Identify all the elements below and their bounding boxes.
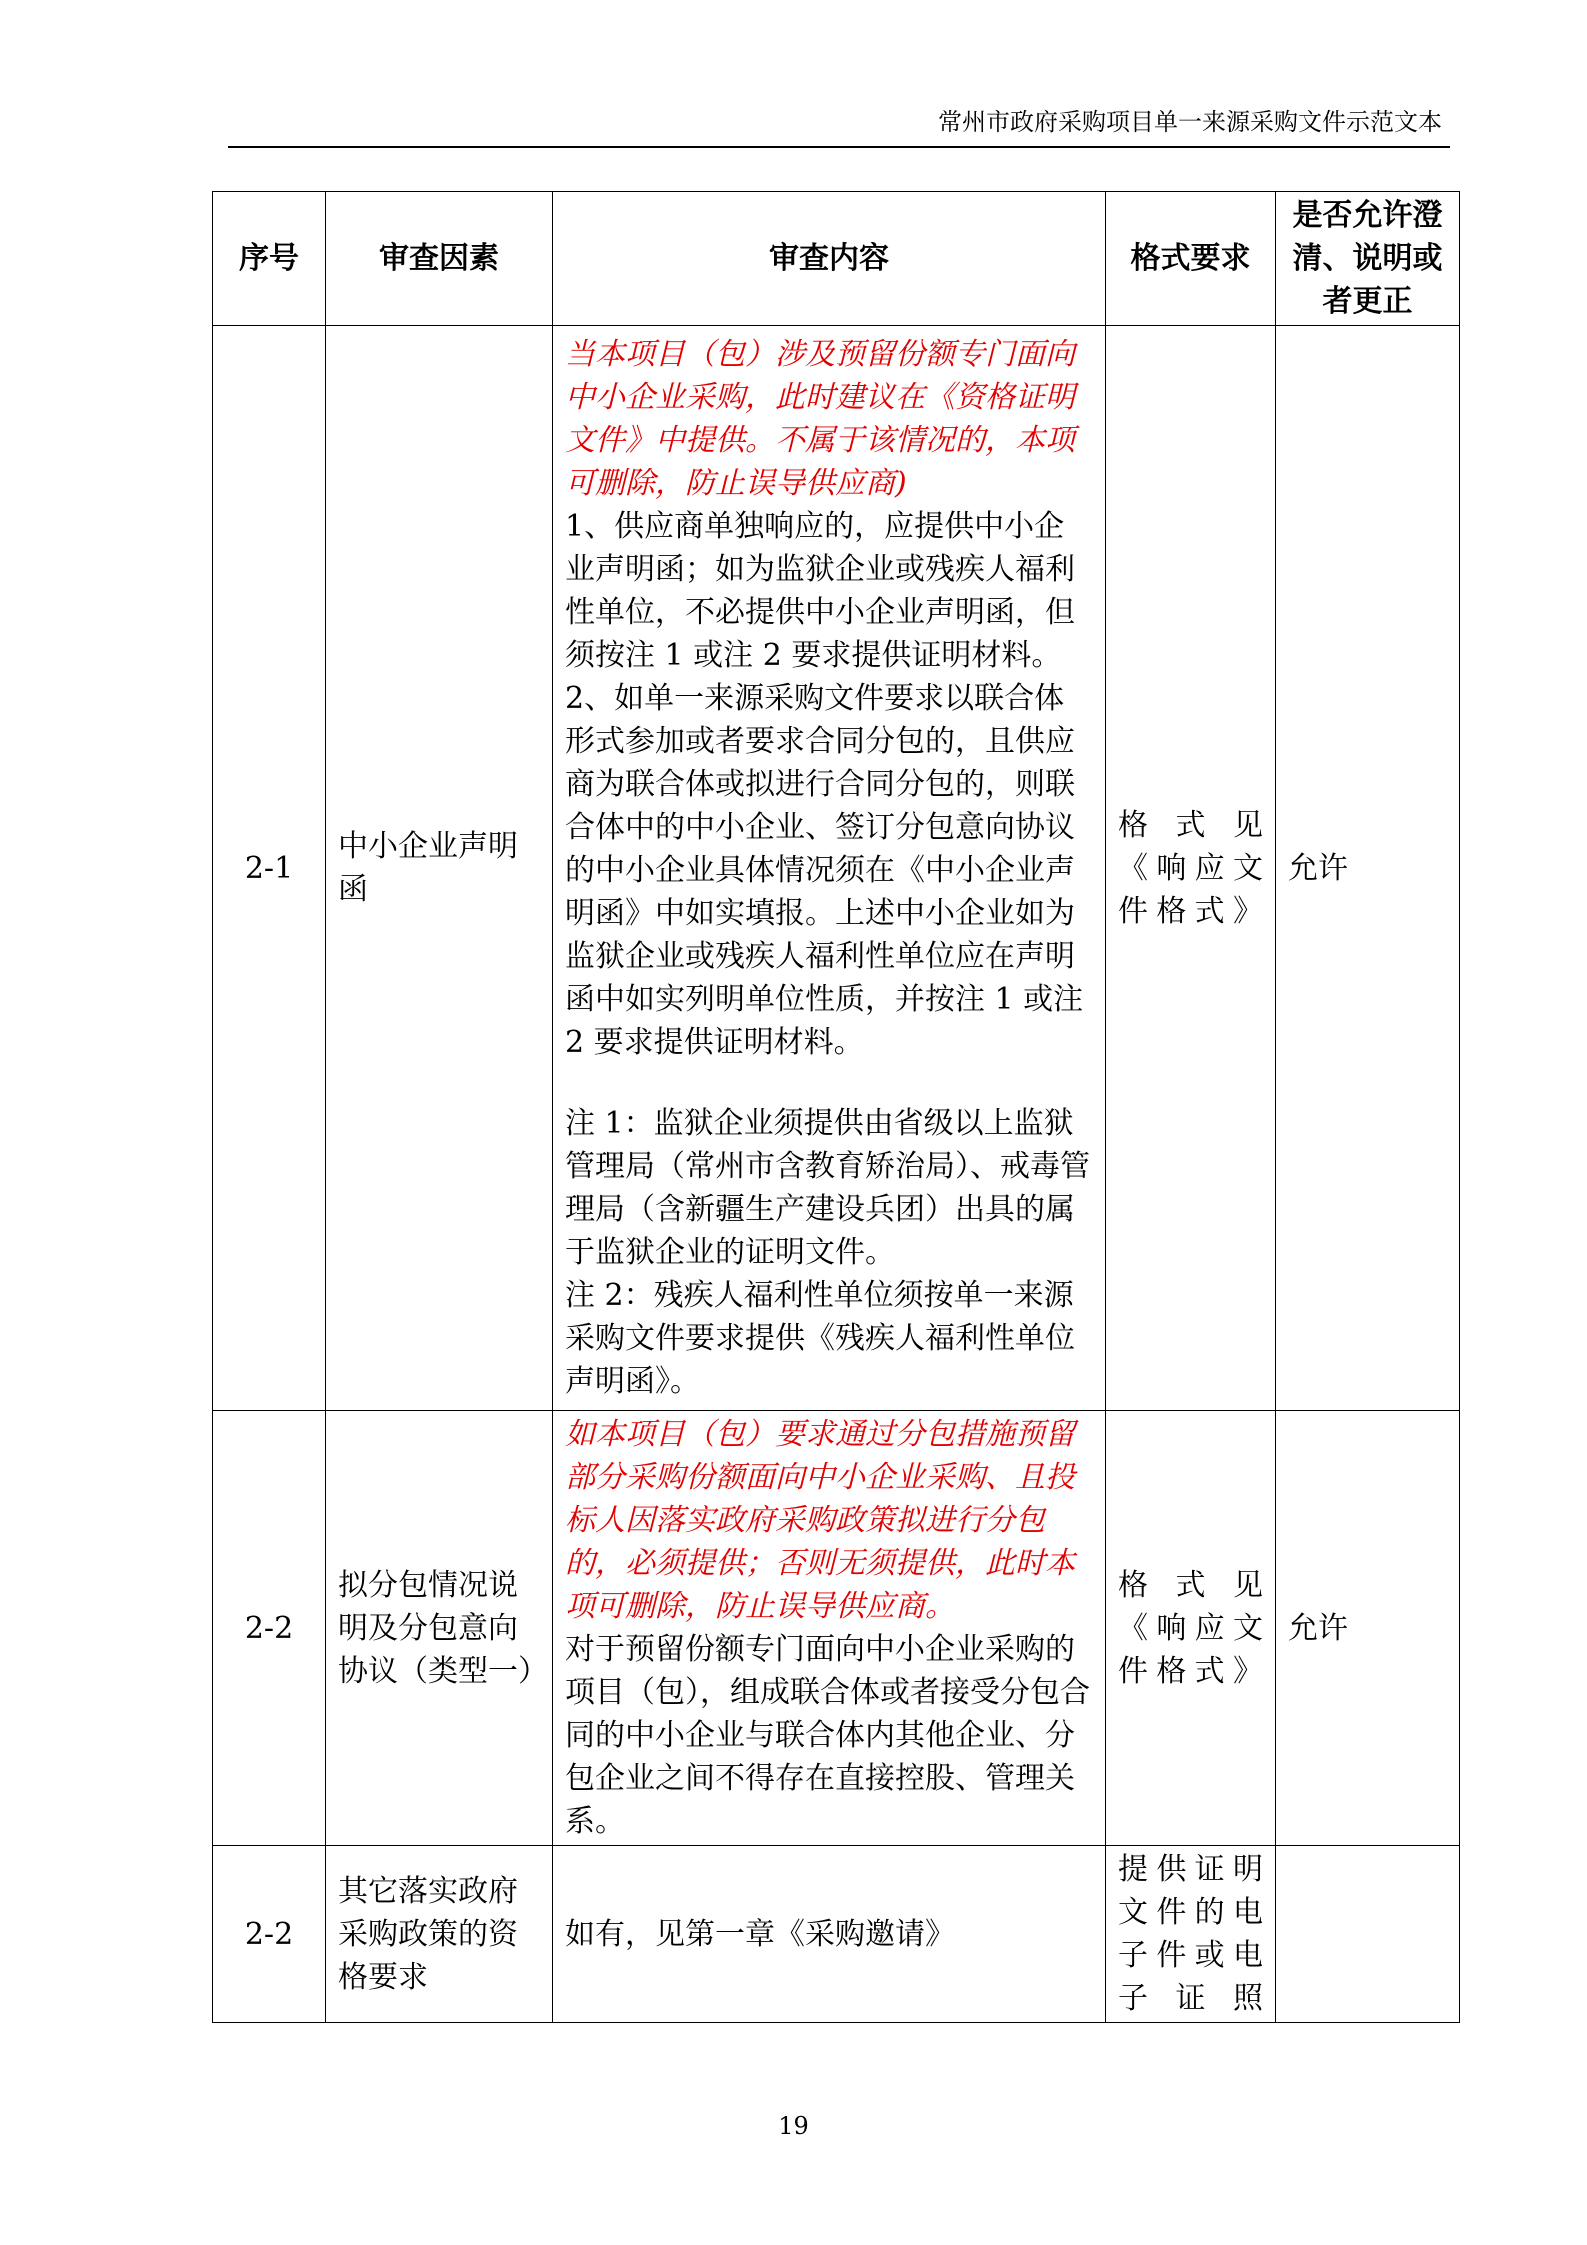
- content-note-2: 注 2：残疾人福利性单位须按单一来源采购文件要求提供《残疾人福利性单位声明函》。: [565, 1278, 1075, 1399]
- row-format: 提供证明文件的电子件或电子证照: [1106, 1846, 1276, 2023]
- row-factor: 中小企业声明函: [326, 326, 553, 1411]
- page-number: 19: [778, 2112, 809, 2140]
- content-paragraph: 2、如单一来源采购文件要求以联合体形式参加或者要求合同分包的，且供应商为联合体或拟进行合同分包的，则联合体中的中小企业、签订分包意向协议的中小企业具体情况须在《中小企业声明函》中如实填报。上述中小企业如为监狱企业或残疾人福利性单位应在声明函中如实列明单位性质，并按注 1 或注 2 要求提供证明材料。: [565, 681, 1084, 1060]
- table-row: [213, 326, 1460, 1411]
- row-seq: 2-2: [213, 1411, 326, 1846]
- row-content: 如有，见第一章《采购邀请》: [553, 1846, 1106, 2023]
- row-content: [553, 1411, 1106, 1846]
- page-header: [228, 108, 1450, 148]
- column-header-format: 格式要求: [1106, 192, 1276, 326]
- row-content: [553, 326, 1106, 1411]
- content-red-note: 当本项目（包）涉及预留份额专门面向中小企业采购，此时建议在《资格证明文件》中提供。不属于该情况的，本项可删除，防止误导供应商): [565, 337, 1075, 501]
- row-allowed: 允许: [1276, 326, 1460, 1411]
- row-factor: 拟分包情况说明及分包意向协议（类型一）: [326, 1411, 553, 1846]
- column-header-allowed: 是否允许澄清、说明或者更正: [1276, 192, 1460, 326]
- row-format: 格式见《响应文件格式》: [1106, 326, 1276, 1411]
- row-allowed: [1276, 1846, 1460, 2023]
- column-header-seq: 序号: [213, 192, 326, 326]
- row-allowed: 允许: [1276, 1411, 1460, 1846]
- content-paragraph: 1、供应商单独响应的，应提供中小企业声明函；如为监狱企业或残疾人福利性单位，不必提供中小企业声明函，但须按注 1 或注 2 要求提供证明材料。: [565, 509, 1075, 673]
- row-seq: 2-1: [213, 326, 326, 1411]
- content-spacer: [565, 1064, 1093, 1102]
- row-factor: 其它落实政府采购政策的资格要求: [326, 1846, 553, 2023]
- content-red-note: 如本项目（包）要求通过分包措施预留部分采购份额面向中小企业采购、且投标人因落实政府采购政策拟进行分包的，必须提供；否则无须提供，此时本项可删除，防止误导供应商。: [565, 1417, 1075, 1624]
- content-note-1: 注 1：监狱企业须提供由省级以上监狱管理局（常州市含教育矫治局）、戒毒管理局（含新疆生产建设兵团）出具的属于监狱企业的证明文件。: [565, 1106, 1090, 1270]
- row-seq: 2-2: [213, 1846, 326, 2023]
- table-row: [213, 1411, 1460, 1846]
- row-format: 格式见《响应文件格式》: [1106, 1411, 1276, 1846]
- column-header-factor: 审查因素: [326, 192, 553, 326]
- table-header-row: [213, 192, 1460, 326]
- column-header-content: 审查内容: [553, 192, 1106, 326]
- content-paragraph: 对于预留份额专门面向中小企业采购的项目（包），组成联合体或者接受分包合同的中小企业与联合体内其他企业、分包企业之间不得存在直接控股、管理关系。: [565, 1632, 1090, 1839]
- review-table: [212, 191, 1460, 2023]
- table-row: [213, 1846, 1460, 2023]
- header-title: 常州市政府采购项目单一来源采购文件示范文本: [938, 108, 1442, 136]
